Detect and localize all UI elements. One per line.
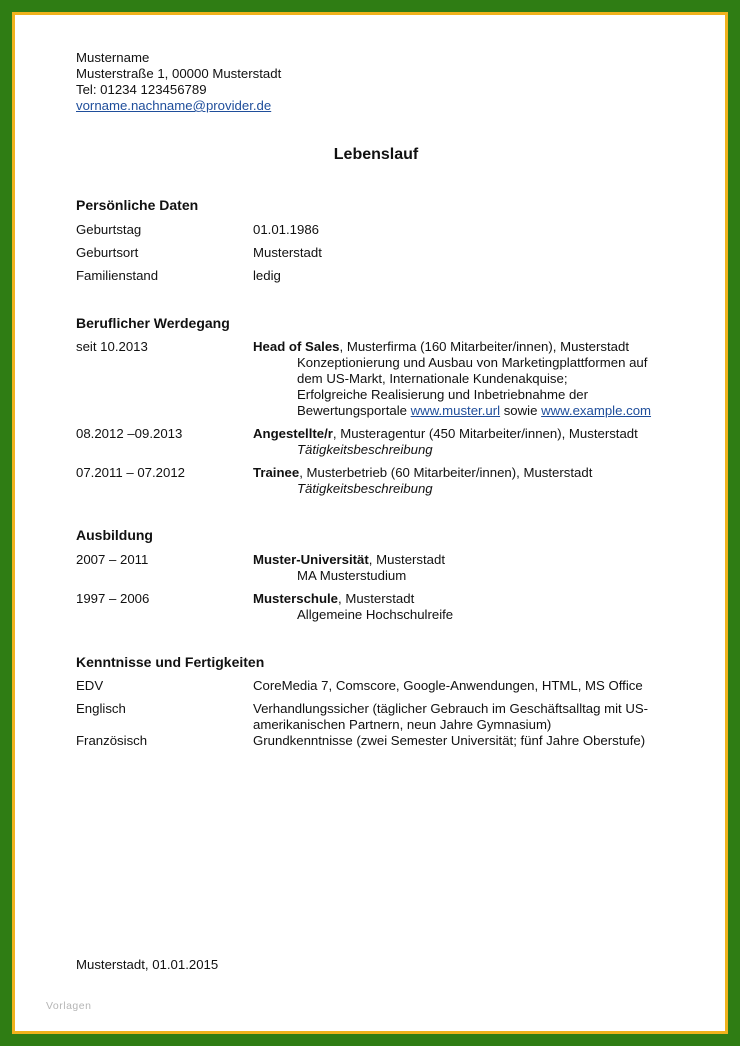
career-role: Head of Sales: [253, 339, 340, 354]
education-place: , Musterstadt: [338, 591, 415, 606]
closing-place-date: Musterstadt, 01.01.2015: [76, 957, 219, 972]
cv-document: [15, 15, 737, 1043]
education-degree: MA Musterstudium: [297, 568, 407, 583]
career-detail-line: Erfolgreiche Realisierung und Inbetriebnahme der: [297, 387, 589, 402]
section-heading-education: Ausbildung: [76, 527, 153, 543]
education-institution: [253, 552, 445, 568]
career-period: 08.2012 –09.2013: [76, 426, 183, 441]
career-company: , Musteragentur (450 Mitarbeiter/innen), Musterstadt: [332, 426, 638, 441]
page-border: [12, 12, 728, 1034]
career-position: [253, 426, 638, 442]
education-school: Musterschule: [253, 591, 339, 606]
education-period: 1997 – 2006: [76, 591, 150, 606]
career-detail-line: [297, 403, 651, 419]
skill-value: amerikanischen Partnern, neun Jahre Gymnasium): [253, 717, 552, 732]
career-period: 07.2011 – 07.2012: [76, 465, 186, 480]
personal-label: Familienstand: [76, 268, 159, 283]
education-place: , Musterstadt: [368, 552, 446, 567]
education-degree: Allgemeine Hochschulreife: [297, 607, 454, 622]
personal-value: 01.01.1986: [253, 222, 320, 237]
career-company: , Musterfirma (160 Mitarbeiter/innen), Musterstadt: [339, 339, 629, 354]
watermark-text: Vorlagen: [46, 1000, 92, 1012]
example-com-link[interactable]: www.example.com: [541, 403, 652, 418]
skill-label: EDV: [76, 678, 104, 693]
career-detail-line: Konzeptionierung und Ausbau von Marketingplattformen auf: [297, 355, 648, 370]
personal-label: Geburtstag: [76, 222, 142, 237]
skill-value: Verhandlungssicher (täglicher Gebrauch im Geschäftsalltag mit US-: [253, 701, 649, 716]
career-detail-prefix: Bewertungsportale: [297, 403, 411, 418]
document-title: Lebenslauf: [333, 146, 419, 163]
education-period: 2007 – 2011: [76, 552, 149, 567]
education-institution: [253, 591, 414, 607]
section-heading-skills: Kenntnisse und Fertigkeiten: [76, 654, 265, 670]
sender-name: Mustername: [76, 50, 150, 65]
career-company: , Musterbetrieb (60 Mitarbeiter/innen), Musterstadt: [299, 465, 593, 480]
skill-value: Grundkenntnisse (zwei Semester Universität; fünf Jahre Oberstufe): [253, 733, 646, 748]
skill-label: Englisch: [76, 701, 126, 716]
career-position: [253, 465, 592, 481]
personal-value: ledig: [253, 268, 281, 283]
career-description: Tätigkeitsbeschreibung: [297, 481, 433, 496]
career-role: Angestellte/r: [253, 426, 333, 441]
sender-phone: Tel: 01234 123456789: [76, 82, 207, 97]
skill-value: CoreMedia 7, Comscore, Google-Anwendungen, HTML, MS Office: [253, 678, 643, 693]
personal-label: Geburtsort: [76, 245, 139, 260]
section-heading-personal: Persönliche Daten: [76, 197, 199, 213]
sender-address: Musterstraße 1, 00000 Musterstadt: [76, 66, 282, 81]
career-position: [253, 339, 629, 355]
link-joiner: sowie: [500, 403, 542, 418]
education-school: Muster-Universität: [253, 552, 369, 567]
muster-url-link[interactable]: www.muster.url: [410, 403, 501, 418]
career-role: Trainee: [253, 465, 300, 480]
personal-value: Musterstadt: [253, 245, 322, 260]
career-detail-line: dem US-Markt, Internationale Kundenakquise;: [297, 371, 568, 386]
skill-label: Französisch: [76, 733, 148, 748]
career-description: Tätigkeitsbeschreibung: [297, 442, 433, 457]
career-period: seit 10.2013: [76, 339, 148, 354]
section-heading-career: Beruflicher Werdegang: [76, 315, 230, 331]
sender-email-link[interactable]: vorname.nachname@provider.de: [76, 98, 272, 113]
